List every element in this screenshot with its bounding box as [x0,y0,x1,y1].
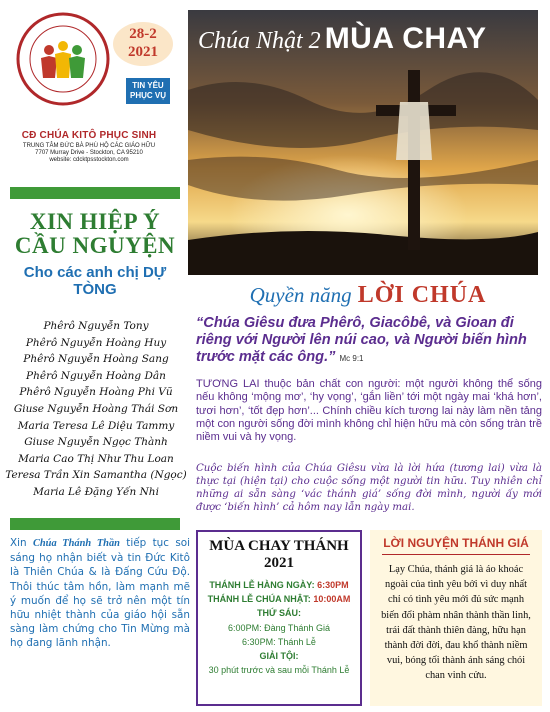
date-year: 2021 [128,44,158,60]
lent-schedule [196,530,362,706]
catechumen-list [2,318,190,501]
list-item: Phêrô Nguyễn Hoàng Dân [26,369,166,382]
hero-title-script: Chúa Nhật 2 [198,28,321,54]
list-item: Teresa Trần Xin Samantha (Ngọc) [5,469,187,482]
people-icon [41,41,85,78]
hero-image [188,10,538,275]
list-item: Phêrô Nguyễn Hoàng Sang [23,353,169,366]
community-logo [10,8,178,120]
list-item: Maria Lê Đặng Yến Nhi [33,485,159,498]
weekday-label: THÁNH LỄ HÀNG NGÀY: [209,580,315,590]
community-seal [16,12,110,106]
gospel-quote [196,315,542,367]
list-item: Maria Teresa Lê Diệu Tammy [17,419,175,432]
gospel-quote-text: “Chúa Giêsu đưa Phêrô, Giacôbê, và Gioan đi riêng với Người lên núi cao, và Người biến hình trước mặt các ông.” [196,315,527,365]
schedule-weekday [202,578,356,592]
holy-spirit-lead: Xin [10,537,27,549]
prayer-subheading: Cho các anh chị DỰ TÒNG [23,264,167,298]
weekday-time: 6:30PM [317,580,349,590]
cross-prayer-heading: LỜI NGUYỆN THÁNH GIÁ [383,536,529,550]
prayer-heading: XIN HIỆP Ý CẦU NGUYỆN [14,209,176,258]
list-item: Giuse Nguyễn Hoàng Thái Sơn [13,402,179,415]
sunday-time: 10:00AM [313,594,351,605]
schedule-friday-label [202,606,356,620]
community-address: 7707 Murray Drive - Stockton, CA 95210 [35,150,143,156]
list-item: Phêrô Nguyễn Tony [43,320,149,332]
list-item: Giuse Nguyễn Ngọc Thành [24,436,168,449]
list-item: Maria Cao Thị Như Thu Loan [18,452,174,465]
friday-label: THỨ SÁU: [257,608,301,619]
divider [382,554,530,555]
holy-spirit-prayer [10,536,190,651]
schedule-friday-1: 6:00PM: Đàng Thánh Giá [228,622,330,633]
cross-prayer-box [370,530,542,706]
list-item: Phêrô Nguyễn Hoàng Phi Vũ [19,386,173,399]
holy-spirit-name: Chúa Thánh Thần [32,538,120,549]
schedule-friday-2: 6:30PM: Thánh Lễ [242,636,316,647]
word-title-main: LỜI CHÚA [357,282,487,308]
community-subtitle: TRUNG TÂM ĐỨC BÀ PHÙ HỘ CÁC GIÁO HỮU [22,143,156,149]
date-badge [113,22,173,66]
sunday-label: THÁNH LỄ CHÚA NHẬT: [207,594,311,605]
word-title-pre: Quyền năng [249,283,352,307]
schedule-confession-label [202,649,356,663]
schedule-confession: 30 phút trước và sau mỗi Thánh Lễ [208,665,350,676]
list-item: Phêrô Nguyễn Hoàng Huy [25,336,167,349]
gospel-quote-ref: Mc 9:1 [339,354,364,363]
divider-bar [10,518,180,530]
date-day: 28-2 [129,26,157,42]
serve-badge: TIN YÊU PHỤC VỤ [126,78,170,104]
holy-spirit-text: tiếp tục soi sáng họ nhận biết và tin Đức Kitô là Thiên Chúa & là Đấng Cứu Độ. Thôi thúc tâm hồn, làm mạnh mẽ ý muốn để họ sẽ trở nên một tín hữu nhiệt thành của giáo hội sẵn sàng làm chứng cho Tin Mừng mà họ đang lãnh nhận. [10,537,190,650]
cross-prayer-body: Lạy Chúa, thánh giá là áo khoác ngoài của tình yêu bởi vì duy nhất chỉ có tình yêu mới đủ sức mạnh biến đổi phàm nhân thành thần linh, trái đất thành thiên đàng, hữu hạn thành đời đời, đau khổ thành niềm vui, bóng tối thành ánh sáng chói chan vinh cửu. [381,564,531,682]
community-info [0,130,178,163]
word-title [198,282,538,309]
reflection-text: TƯƠNG LAI thuộc bản chất con người: một người không thể sống nếu không ‘mộng mơ’, ‘hy vọng’, ‘gắn liền’ tới một ngày mai ‘khá hơn’, tươi hơn’, ‘tốt đẹp hơn’... Chính chiều kích tương lai này làm nền tảng một con người sống đời mình không chỉ hiện hữu mà còn sống tràn trề niềm vui và hy vọng. [196,378,542,444]
hero-title [198,22,486,56]
community-name: CĐ CHÚA KITÔ PHỤC SINH [21,130,157,141]
schedule-title: MÙA CHAY THÁNH [209,538,349,554]
schedule-sunday [202,592,356,606]
hero-title-bold: MÙA CHAY [324,22,487,55]
divider-bar [10,187,180,199]
community-website: website: cdcktpsstockton.com [49,157,129,163]
schedule-year: 2021 [264,555,294,571]
reflection-text-2: Cuộc biến hình của Chúa Giêsu vừa là lời hứa (tương lai) vừa là thực tại (hiện tại) cho cuộc sống một người tin hữu. Tuy nhiên chỉ những ai sẵn sàng ‘vác thánh giá’ sống đời mình, người ấy mới được ‘biến hình’ cả hôm nay lẫn ngày mai. [196,463,542,513]
confession-label: GIẢI TỘI: [259,651,299,662]
